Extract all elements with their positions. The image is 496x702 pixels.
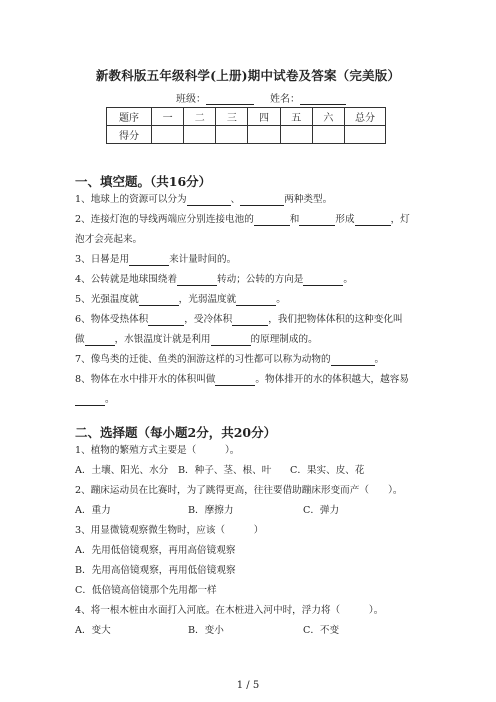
- q-text: 的原理制成的。: [250, 334, 318, 345]
- answer-blank[interactable]: [75, 395, 105, 406]
- q-text: 两种类型。: [284, 194, 333, 205]
- q-text: 1、地球上的资源可以分为: [75, 194, 187, 205]
- q-text: 来计量时间的。: [169, 254, 237, 265]
- option-a[interactable]: A．土壤、阳光、水分: [75, 465, 169, 476]
- q-text: 、: [230, 194, 241, 205]
- option-b[interactable]: B．种子、茎、根、叶: [178, 465, 272, 476]
- question-2-2: 2、蹦床运动员在比赛时，为了跳得更高，往往要借助蹦床形变而产（ ）。: [75, 485, 403, 496]
- score-cell[interactable]: [345, 126, 386, 144]
- answer-blank[interactable]: [236, 295, 276, 306]
- answer-blank[interactable]: [240, 195, 284, 206]
- document-title: 新教科版五年级科学(上册)期中试卷及答案（完美版）: [95, 68, 401, 83]
- answer-blank[interactable]: [299, 215, 335, 226]
- answer-blank[interactable]: [215, 375, 255, 386]
- q-text: 6、物体受热体积: [75, 314, 149, 325]
- score-cell[interactable]: [312, 126, 344, 144]
- answer-blank[interactable]: [129, 255, 169, 266]
- q-text: 泡才会亮起来。: [75, 234, 143, 245]
- option-c[interactable]: C．不变: [303, 625, 340, 636]
- score-header-cell: 题序: [107, 108, 152, 126]
- answer-blank[interactable]: [187, 195, 231, 206]
- option-b[interactable]: B．摩擦力: [188, 505, 234, 516]
- score-table: [106, 107, 386, 144]
- score-cell[interactable]: [248, 126, 280, 144]
- score-table-score-row: [107, 126, 386, 144]
- option-c[interactable]: C．弹力: [303, 505, 340, 516]
- section2-heading: 二、选择题（每小题2分，共20分）: [75, 425, 277, 440]
- score-header-cell: 四: [248, 108, 280, 126]
- q-text: 形成: [335, 214, 355, 225]
- option-a[interactable]: A．变大: [75, 625, 111, 636]
- q-text: 4、公转就是地球围绕着: [75, 274, 178, 285]
- name-label: 姓名：: [270, 94, 300, 105]
- score-table-header-row: [107, 108, 386, 126]
- option-b[interactable]: B．变小: [188, 625, 224, 636]
- q-text: 。: [343, 274, 353, 285]
- question-2-4: 4、将一根木桩由水面打入河底。在木桩进入河中时，浮力将（ ）。: [75, 605, 384, 616]
- answer-blank[interactable]: [355, 215, 391, 226]
- q-text: 。: [276, 294, 286, 305]
- answer-blank[interactable]: [303, 275, 343, 286]
- score-row-label: 得分: [107, 126, 152, 144]
- q-text: 。: [374, 354, 385, 365]
- answer-blank[interactable]: [139, 295, 179, 306]
- q-text: ，受冷体积: [184, 314, 233, 325]
- score-header-cell: 二: [184, 108, 216, 126]
- question-1-5: [75, 294, 286, 306]
- q-text: ，光弱温度就: [178, 294, 237, 305]
- score-cell[interactable]: [152, 126, 184, 144]
- answer-blank[interactable]: [211, 335, 251, 346]
- question-1-3: [75, 254, 236, 266]
- score-cell[interactable]: [184, 126, 216, 144]
- class-label: 班级：: [176, 94, 206, 105]
- q-text: ，我们把物体体积的这种变化叫: [268, 314, 403, 325]
- q-text: 8、物体在水中排开水的体积叫做: [75, 374, 216, 385]
- q-text: 转动；公转的方向是: [217, 274, 304, 285]
- answer-blank[interactable]: [331, 355, 375, 366]
- question-1-4: [75, 274, 353, 286]
- q-text: ，水银温度计就是利用: [114, 334, 211, 345]
- question-1-2: [75, 214, 410, 226]
- score-header-cell: 总分: [345, 108, 386, 126]
- answer-blank[interactable]: [85, 335, 115, 346]
- page-number: 1 / 5: [236, 680, 260, 691]
- class-blank[interactable]: [206, 93, 254, 105]
- option-c[interactable]: C．果实、皮、花: [290, 465, 365, 476]
- score-header-cell: 三: [216, 108, 248, 126]
- question-1-8-cont: [75, 394, 115, 406]
- q-text: 3、日晷是用: [75, 254, 130, 265]
- question-1-6-cont: [75, 334, 318, 346]
- q-text: 。: [105, 394, 115, 405]
- q-text: 。物体排开的水的体积越大，越容易: [255, 374, 409, 385]
- score-header-cell: 五: [280, 108, 312, 126]
- score-header-cell: 一: [152, 108, 184, 126]
- q-text: 7、像鸟类的迁徙、鱼类的洄游这样的习性都可以称为动物的: [75, 354, 331, 365]
- score-cell[interactable]: [216, 126, 248, 144]
- question-2-1: 1、植物的繁殖方式主要是（ ）。: [75, 445, 240, 456]
- question-1-2-cont: [75, 234, 142, 246]
- q-text: ，灯: [390, 214, 410, 225]
- option-a[interactable]: A．重力: [75, 505, 111, 516]
- q-text: 和: [289, 214, 300, 225]
- answer-blank[interactable]: [232, 315, 268, 326]
- option-a[interactable]: A．先用低倍镜观察，再用高倍镜观察: [75, 545, 236, 556]
- q-text: 做: [75, 334, 85, 345]
- class-field: [176, 90, 254, 105]
- name-blank[interactable]: [300, 93, 346, 105]
- question-1-8: [75, 374, 409, 386]
- question-1-7: [75, 354, 384, 366]
- name-field: [270, 90, 346, 105]
- answer-blank[interactable]: [254, 215, 290, 226]
- option-c[interactable]: C．低倍镜高倍镜那个先用都一样: [75, 585, 217, 596]
- score-cell[interactable]: [280, 126, 312, 144]
- question-1-1: [75, 194, 332, 206]
- q-text: 2、连接灯泡的导线两端应分别连接电池的: [75, 214, 254, 225]
- q-text: 5、光强温度就: [75, 294, 139, 305]
- answer-blank[interactable]: [177, 275, 217, 286]
- score-header-cell: 六: [312, 108, 344, 126]
- question-1-6: [75, 314, 403, 326]
- option-b[interactable]: B．先用高倍镜观察，再用低倍镜观察: [75, 565, 236, 576]
- answer-blank[interactable]: [148, 315, 184, 326]
- section1-heading: 一、填空题。（共16分）: [75, 174, 212, 189]
- question-2-3: 3、用显微镜观察微生物时，应该（ ）: [75, 525, 264, 536]
